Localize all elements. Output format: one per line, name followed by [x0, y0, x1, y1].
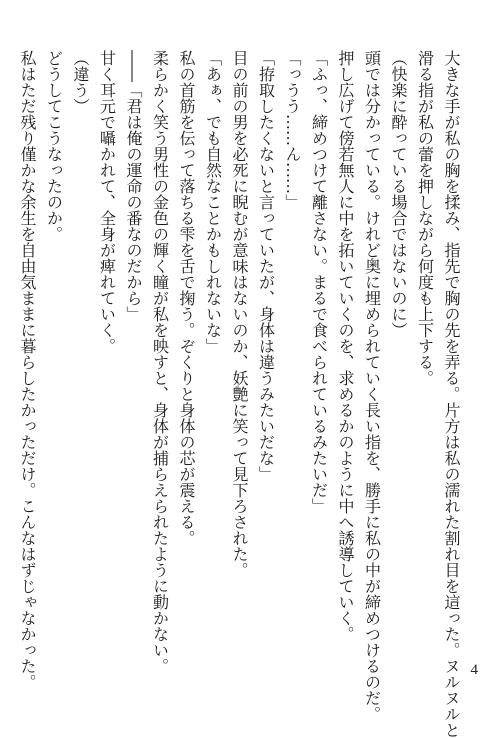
text-line: （違う）	[71, 50, 90, 114]
text-line: どうしてこうなったのか。	[44, 50, 64, 242]
text-line: 「っうう……ん……」	[283, 50, 302, 210]
text-line: 柔らかく笑う男性の金色の輝く瞳が私を映すと、身体が捕らえられたように動かない。	[150, 50, 170, 674]
text-line: 押し広げて傍若無人に中を拓いていくのを、求めるかのように中へ誘導していく。	[336, 50, 355, 642]
text-line: 滑る指が私の蕾を押しながら何度も上下する。	[415, 50, 435, 386]
text-line: 「拵取したくないと言っていたが、身体は違うみたいだな」	[256, 50, 276, 482]
text-line: 大きな手が私の胸を揉み、指先で胸の先を弄る。片方は私の濡れた割れ目を這った。ヌルヌルと	[442, 50, 461, 738]
text-line: 私の首筋を伝って落ちる雫を舌で掬う。ぞくりと身体の芯が震える。	[177, 50, 196, 546]
text-line: 「ふっ、締めつけて離さない。まるで食べられているみたいだ」	[309, 50, 329, 514]
text-line: 「あぁ、でも自然なことかもしれないな」	[203, 50, 223, 354]
text-line: 私はただ残り僅かな余生を自由気ままに暮らしたかっただけ。こんなはずじゃなかった。	[18, 50, 37, 690]
text-line: （快楽に酔っている場合ではないのに）	[389, 50, 408, 338]
text-line: ――「君は俺の運命の番なのだから」	[124, 50, 143, 322]
vertical-text-body	[14, 50, 465, 738]
text-line: 目の前の男を必死に睨むが意味はないのか、妖艶に笑って見下ろされた。	[230, 50, 249, 578]
page-number: 4	[470, 662, 478, 678]
text-line: 甘く耳元で囁かれて、全身が痺れていく。	[97, 50, 117, 354]
text-line: 頭では分かっている。けれど奥に埋められていく長い指を、勝手に私の中が締めつけるのだ。	[362, 50, 382, 722]
